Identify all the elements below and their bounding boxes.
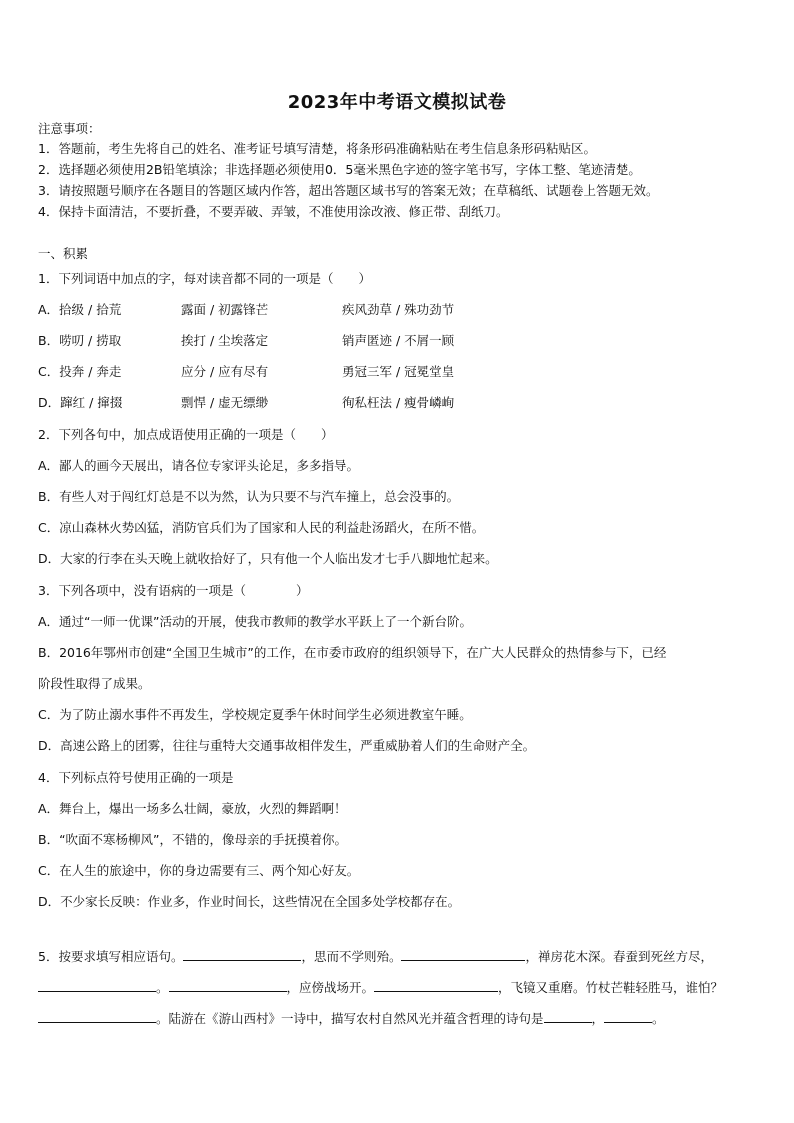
question-5-stem: 5．按要求填写相应语句。 [38,949,184,964]
option-label: A．拾级 / 拾荒 [38,302,122,317]
note-item: 2．选择题必须使用2B铅笔填涂；非选择题必须使用0．5毫米黑色字迹的签字笔书写，字体工整、笔迹清楚。 [38,162,641,177]
question-5-text: ，思而不学则殆。 [301,949,402,964]
question-2-stem: 2．下列各句中，加点成语使用正确的一项是（ ） [38,427,334,442]
question-5-text: ， [591,1011,605,1026]
question-2-option: A．鄙人的画今天展出，请各位专家评头论足，多多指导。 [38,458,360,473]
option-item: 露面 / 初露锋芒 [181,302,269,317]
option-item: 应分 / 应有尽有 [181,364,269,379]
note-item: 3．请按照题号顺序在各题目的答题区域内作答，超出答题区域书写的答案无效；在草稿纸、试题卷上答题无效。 [38,183,659,198]
notes-header: 注意事项： [38,121,101,136]
question-4-option: A．舞台上，爆出一场多么壮阔，豪放，火烈的舞蹈啊！ [38,801,347,816]
question-3-option: D．高速公路上的团雾，往往与重特大交通事故相伴发生，严重威胁着人们的生命财产全。 [38,738,536,753]
answer-blank[interactable] [544,1008,592,1023]
answer-blank[interactable] [183,946,301,961]
question-4-option: C．在人生的旅途中，你的身边需要有三、两个知心好友。 [38,863,360,878]
question-5-text: ，应傍战场开。 [286,980,375,995]
page-title: 2023年中考语文模拟试卷 [287,92,507,113]
option-item: 徇私枉法 / 瘦骨嶙峋 [342,395,455,410]
question-3-option: B．2016年鄂州市创建“全国卫生城市”的工作，在市委市政府的组织领导下，在广大人民群众的热情参与下，已经 [38,645,667,660]
option-item: 销声匿迹 / 不屑一顾 [342,333,455,348]
question-5-text: 。 [156,980,169,995]
option-item: 挨打 / 尘埃落定 [181,333,269,348]
question-5-line-3 [38,1008,665,1028]
answer-blank[interactable] [604,1008,652,1023]
question-5-line-1 [38,946,713,966]
option-label: C．投奔 / 奔走 [38,364,122,379]
question-3-stem: 3．下列各项中，没有语病的一项是（ ） [38,583,309,598]
answer-blank[interactable] [38,977,156,992]
answer-blank[interactable] [169,977,287,992]
question-1-stem: 1．下列词语中加点的字，每对读音都不同的一项是（ ） [38,271,371,286]
question-2-option: B．有些人对于闯红灯总是不以为然，认为只要不与汽车撞上，总会没事的。 [38,489,460,504]
question-3-option: C．为了防止溺水事件不再发生，学校规定夏季午休时间学生必须进教室午睡。 [38,707,472,722]
note-item: 4．保持卡面清洁，不要折叠，不要弄破、弄皱，不准使用涂改液、修正带、刮纸刀。 [38,204,509,219]
option-item: 勇冠三军 / 冠冕堂皇 [342,364,455,379]
question-5-text: 。陆游在《游山西村》一诗中，描写农村自然风光并蕴含哲理的诗句是 [156,1011,544,1026]
question-3-option: A．通过“一师一优课”活动的开展，使我市教师的教学水平跃上了一个新台阶。 [38,614,473,629]
question-5-text: ，禅房花木深。春蚕到死丝方尽， [525,949,713,964]
question-5-line-2 [38,977,723,997]
question-5-text: ，飞镜又重磨。竹杖芒鞋轻胜马，谁怕？ [498,980,724,995]
question-4-option: D．不少家长反映：作业多，作业时间长，这些情况在全国多处学校都存在。 [38,894,461,909]
answer-blank[interactable] [374,977,498,992]
option-label: D．蹿红 / 撺掇 [38,395,123,410]
option-item: 疾风劲草 / 殊功劲节 [342,302,455,317]
answer-blank[interactable] [401,946,525,961]
question-4-stem: 4．下列标点符号使用正确的一项是 [38,770,234,785]
question-5-text: 。 [652,1011,665,1026]
answer-blank[interactable] [38,1008,156,1023]
section-heading: 一、积累 [38,246,89,261]
option-label: B．唠叨 / 捞取 [38,333,122,348]
note-item: 1．答题前，考生先将自己的姓名、准考证号填写清楚，将条形码准确粘贴在考生信息条形码粘贴区。 [38,141,596,156]
question-3-option-continued: 阶段性取得了成果。 [38,676,151,691]
question-2-option: C．凉山森林火势凶猛，消防官兵们为了国家和人民的利益赴汤蹈火，在所不惜。 [38,520,485,535]
option-item: 剽悍 / 虚无缥缈 [181,395,269,410]
question-2-option: D．大家的行李在头天晚上就收拾好了，只有他一个人临出发才七手八脚地忙起来。 [38,551,498,566]
question-4-option: B．“吹面不寒杨柳风”，不错的，像母亲的手抚摸着你。 [38,832,348,847]
